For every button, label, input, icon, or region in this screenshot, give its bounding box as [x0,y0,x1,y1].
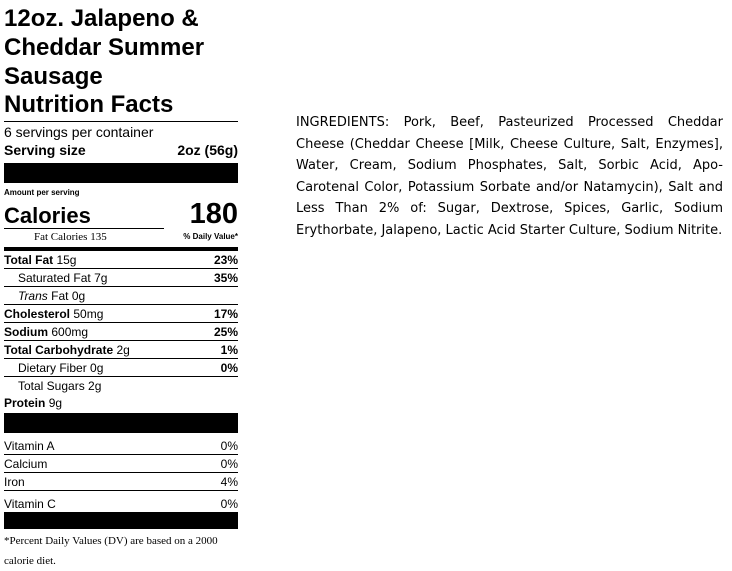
nutrient-row-sodium [4,323,238,341]
fat-calories-row [4,229,238,245]
vitamin-dv: 0% [220,438,238,453]
nutrient-name: Protein [4,395,46,410]
divider [4,121,238,122]
vitamin-row-vitamin-c [4,495,238,513]
nutrition-label [4,4,238,571]
nutrient-name: Sodium [4,324,48,339]
nutrient-name: Saturated Fat [18,270,91,285]
serving-size-row [4,142,238,159]
nutrient-amount: 0g [90,360,104,375]
nutrition-facts-heading: Nutrition Facts [4,91,174,118]
nutrient-amount: 50mg [73,306,104,321]
product-title-line: Cheddar Summer [4,34,205,61]
nutrient-name: Total Fat [4,252,54,267]
nutrient-name: Trans [18,288,48,303]
vitamin-name: Iron [4,474,25,489]
nutrient-name: Dietary Fiber [18,360,87,375]
vitamin-row-calcium [4,455,238,473]
calories-label: Calories [4,204,164,229]
vitamin-name: Calcium [4,456,48,471]
nutrient-amount: 2g [88,378,102,393]
nutrient-row-saturated-fat [4,269,238,287]
nutrient-dv: 25% [213,324,238,339]
fat-calories: Fat Calories 135 [34,231,107,243]
serving-size-label: Serving size [4,142,86,158]
nutrient-row-trans-fat [4,287,238,305]
product-title-line: 12oz. Jalapeno & [4,5,199,32]
nutrient-amount: 9g [48,395,63,410]
nutrient-row-cholesterol [4,305,238,323]
thick-divider [4,513,238,529]
nutrient-dv: 0% [220,360,238,375]
vitamin-dv: 4% [220,474,238,489]
nutrient-dv: 35% [213,270,238,285]
nutrient-row-dietary-fiber [4,359,238,377]
vitamin-name: Vitamin A [4,438,55,453]
nutrient-amount: 2g [116,342,130,357]
nutrient-dv: 1% [220,342,238,357]
nutrient-amount: 600mg [51,324,89,339]
daily-value-header: % Daily Value* [183,232,238,241]
nutrient-amount: 7g [94,270,108,285]
nutrient-name-suffix: Fat [47,288,69,303]
product-title [4,4,238,91]
vitamin-name: Vitamin C [4,496,56,511]
nutrient-row-total-carbohydrate [4,341,238,359]
nutrient-dv: 17% [213,306,238,321]
nutrient-amount: 0g [71,288,86,303]
calories-row [4,199,238,229]
daily-value-footnote: *Percent Daily Values (DV) are based on a 2000 calorie diet. [4,535,218,567]
serving-size-value: 2oz (56g) [177,142,238,158]
nutrient-name: Cholesterol [4,306,71,321]
vitamin-row-vitamin-a [4,437,238,455]
ingredients-text: INGREDIENTS: Pork, Beef, Pasteurized Processed Cheddar Cheese (Cheddar Cheese [Milk, Cheese Culture, Salt, Enzymes], Water, Cream, Sodium Phosphates, Salt, Sorbic Acid, Apo-Carotenal Color, Potassium Sorbate and/or Natamycin), Salt and Less Than 2% of: Sugar, Dextrose, Spices, Garlic, Sodium Erythorbate, Jalapeno, Lactic Acid Starter Culture, Sodium Nitrite. [296,115,723,238]
vitamin-row-iron [4,473,238,491]
nutrient-amount: 15g [56,252,77,267]
thick-divider [4,413,238,433]
nutrient-row-protein [4,394,238,411]
calories-value: 180 [189,198,238,230]
nutrient-name: Total Carbohydrate [4,342,114,357]
vitamin-dv: 0% [220,496,238,511]
nutrient-row-total-sugars [4,377,238,394]
product-title-line: Sausage [4,63,103,90]
thick-divider [4,163,238,183]
nutrient-name: Total Sugars [18,378,85,393]
servings-per-container: 6 servings per container [4,124,154,140]
amount-per-serving: Amount per serving [4,188,80,197]
nutrient-dv: 23% [213,252,238,267]
vitamin-dv: 0% [220,456,238,471]
nutrient-row-total-fat [4,251,238,269]
